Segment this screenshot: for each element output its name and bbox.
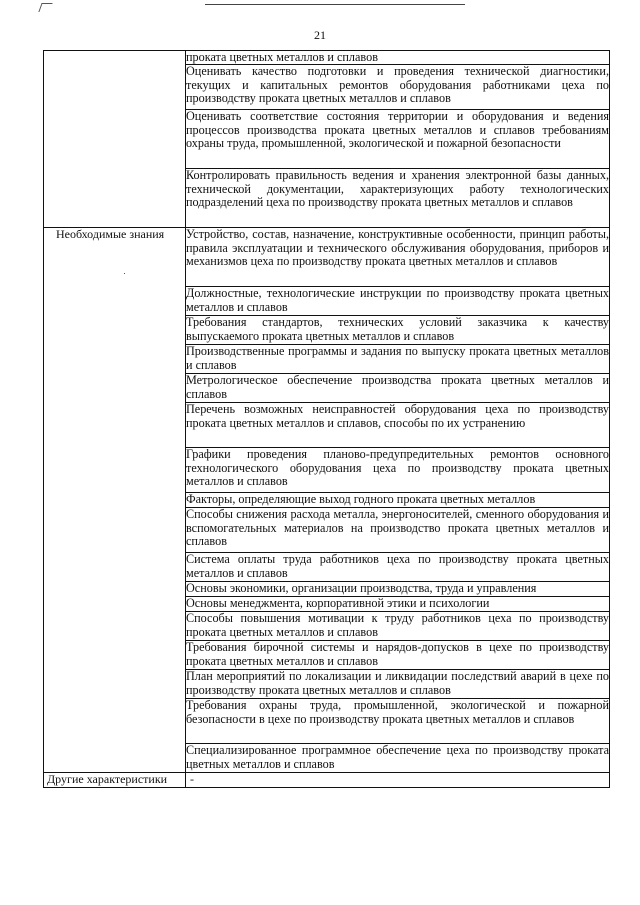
table-cell [186,773,610,788]
table-cell: Основы менеджмента, корпоративной этики и психологии [186,597,610,612]
table-cell: Специализированное программное обеспечение цеха по производству проката цветных металлов и сплавов [186,744,610,773]
knowledge-label: Необходимые знания [56,227,165,242]
other-value: - [190,772,194,787]
continuation-label-cell [44,51,186,228]
table-cell: Способы повышения мотивации к труду работников цеха по производству проката цветных металлов и сплавов [186,612,610,641]
table-cell: Система оплаты труда работников цеха по производству проката цветных металлов и сплавов [186,553,610,582]
table-cell: Должностные, технологические инструкции по производству проката цветных металлов и сплавов [186,287,610,316]
table-cell: Факторы, определяющие выход годного проката цветных металлов [186,493,610,508]
table-cell: Оценивать соответствие состояния территории и оборудования и ведения процессов производства проката цветных металлов и сплавов требованиям охраны труда, промышленной, экологической и пожарной безопасности [186,110,610,169]
table-cell: Требования бирочной системы и нарядов-допусков в цехе по производству проката цветных металлов и сплавов [186,641,610,670]
table-cell: План мероприятий по локализации и ликвидации последствий аварий в цехе по производству проката цветных металлов и сплавов [186,670,610,699]
competency-table [43,50,610,788]
scan-corner-mark [38,3,52,12]
table-cell: Устройство, состав, назначение, конструктивные особенности, принцип работы, правила эксплуатации и технического обслуживания оборудования, приборов и механизмов цеха по производству проката цветных металлов и сплавов [186,228,610,287]
scan-edge-line [205,4,465,5]
table-row [44,773,610,788]
table-cell: Оценивать качество подготовки и проведения технической диагностики, текущих и капитальных ремонтов оборудования работниками цеха по производству проката цветных металлов и сплавов [186,65,610,110]
table-cell: Графики проведения планово-предупредительных ремонтов основного технологического оборудования цеха по производству проката цветных металлов и сплавов [186,448,610,493]
table-cell: Способы снижения расхода металла, энергоносителей, сменного оборудования и вспомогательных материалов на производство проката цветных металлов и сплавов [186,508,610,553]
table-row [44,51,610,65]
table-cell: Контролировать правильность ведения и хранения электронной базы данных, технической документации, характеризующих работу технологических подразделений цеха по производству проката цветных металлов и сплавов [186,169,610,228]
table-cell: Требования охраны труда, промышленной, экологической и пожарной безопасности в цехе по производству проката цветных металлов и сплавов [186,699,610,744]
table-cell: Требования стандартов, технических условий заказчика к качеству выпускаемого проката цветных металлов и сплавов [186,316,610,345]
table-cell: Производственные программы и задания по выпуску проката цветных металлов и сплавов [186,345,610,374]
table-row [44,228,610,287]
table-cell: Основы экономики, организации производства, труда и управления [186,582,610,597]
table-cell: Перечень возможных неисправностей оборудования цеха по производству проката цветных металлов и сплавов, способы по их устранению [186,403,610,448]
page-number: 21 [314,28,326,42]
knowledge-label-cell [44,228,186,773]
table-cell: проката цветных металлов и сплавов [186,51,610,65]
other-label: Другие характеристики [47,772,168,787]
table-cell: Метрологическое обеспечение производства проката цветных металлов и сплавов [186,374,610,403]
other-label-cell [44,773,186,788]
